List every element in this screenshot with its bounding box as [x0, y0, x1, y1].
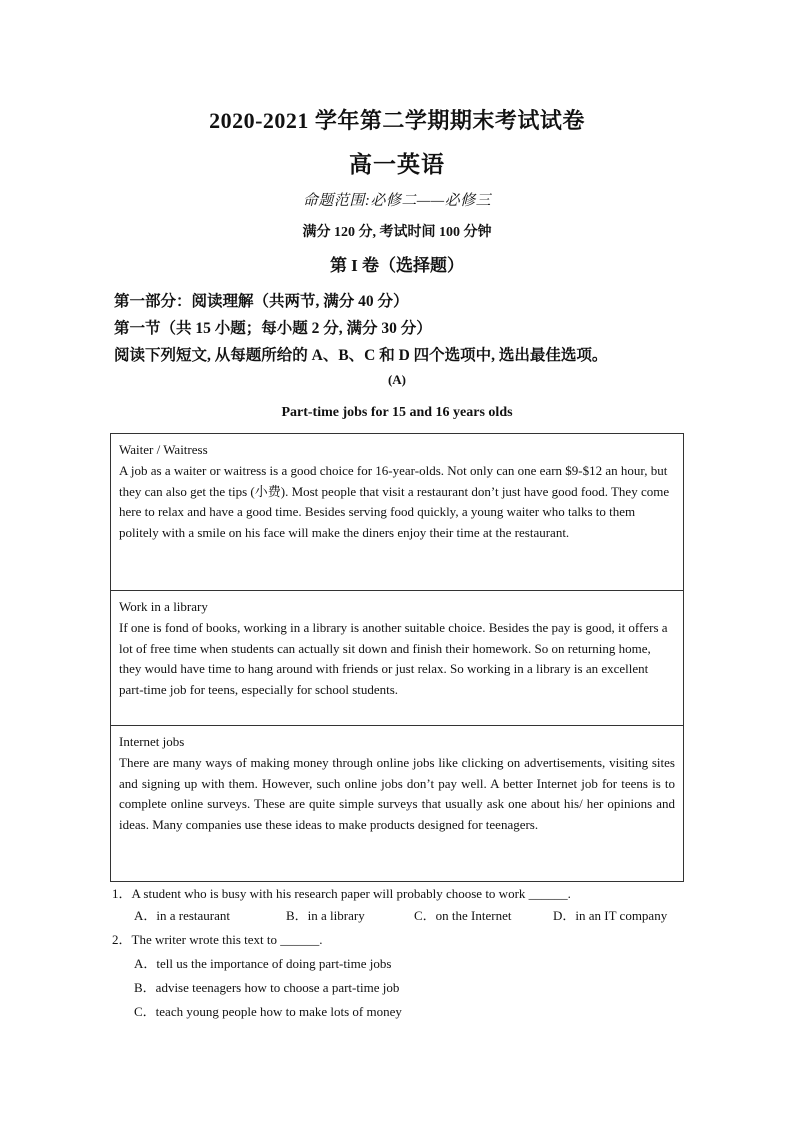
section-instruction: 第一节（共 15 小题；每小题 2 分, 满分 30 分） — [114, 320, 432, 337]
exam-title: 2020-2021 学年第二学期期末考试试卷 — [209, 108, 585, 133]
job-name: Work in a library — [119, 599, 208, 614]
job-name: Internet jobs — [119, 734, 185, 749]
question-1-stem: 1．A student who is busy with his research paper will probably choose to work ______. — [112, 886, 571, 901]
question-1-option-b[interactable]: B．in a library — [286, 908, 365, 923]
question-2-option-a[interactable]: A．tell us the importance of doing part-time jobs — [134, 956, 392, 971]
job-description: If one is fond of books, working in a library is another suitable choice. Besides the pay is good, it offers a lot of free time when students can actually sit down and finish their homework. So on returning home, they would have time to hang around with friends or just relax. So working in a library is an excellent part-time job for teens, especially for school students. — [119, 619, 668, 698]
question-2-option-b[interactable]: B．advise teenagers how to choose a part-time job — [134, 980, 400, 995]
question-1-option-d[interactable]: D．in an IT company — [553, 908, 668, 923]
passage-title: Part-time jobs for 15 and 16 years olds — [281, 405, 513, 420]
question-1-option-a[interactable]: A．in a restaurant — [134, 908, 231, 923]
job-cell-internet — [111, 726, 683, 881]
question-2-stem: 2．The writer wrote this text to ______. — [112, 932, 323, 947]
job-description: A job as a waiter or waitress is a good choice for 16-year-olds. Not only can one earn $9-$12 an hour, but they can also get the tips (小费). Most people that visit a restaurant don’t just have good food. They come here to relax and have a good time. Besides serving food quickly, a young waiter who talks to them politely with a smile on his face will make the diners enjoy their time at the restaurant. — [119, 462, 670, 541]
question-2-option-c[interactable]: C．teach young people how to make lots of money — [134, 1004, 402, 1019]
volume-heading: 第 I 卷（选择题） — [329, 256, 465, 275]
passage-label: (A) — [387, 372, 407, 387]
directive-instruction: 阅读下列短文, 从每题所给的 A、B、C 和 D 四个选项中, 选出最佳选项。 — [114, 347, 608, 364]
question-1-option-c[interactable]: C．on the Internet — [414, 908, 512, 923]
exam-subject: 高一英语 — [349, 152, 445, 177]
job-name: Waiter / Waitress — [119, 442, 208, 457]
part-instruction: 第一部分：阅读理解（共两节, 满分 40 分） — [114, 293, 409, 310]
exam-score-info: 满分 120 分, 考试时间 100 分钟 — [302, 225, 492, 240]
job-cell-waiter — [111, 434, 683, 591]
job-cell-library — [111, 591, 683, 726]
job-description: There are many ways of making money through online jobs like clicking on advertisements, visiting sites and signing up with them. However, such online jobs don’t pay well. A better Internet job for teens is to complete online surveys. These are quite simple surveys that usually ask one about his/ her opinions and ideas. Many companies use these ideas to make products designed for teenagers. — [119, 754, 675, 833]
exam-scope: 命题范围:必修二——必修三 — [302, 193, 492, 209]
jobs-table — [110, 433, 684, 882]
